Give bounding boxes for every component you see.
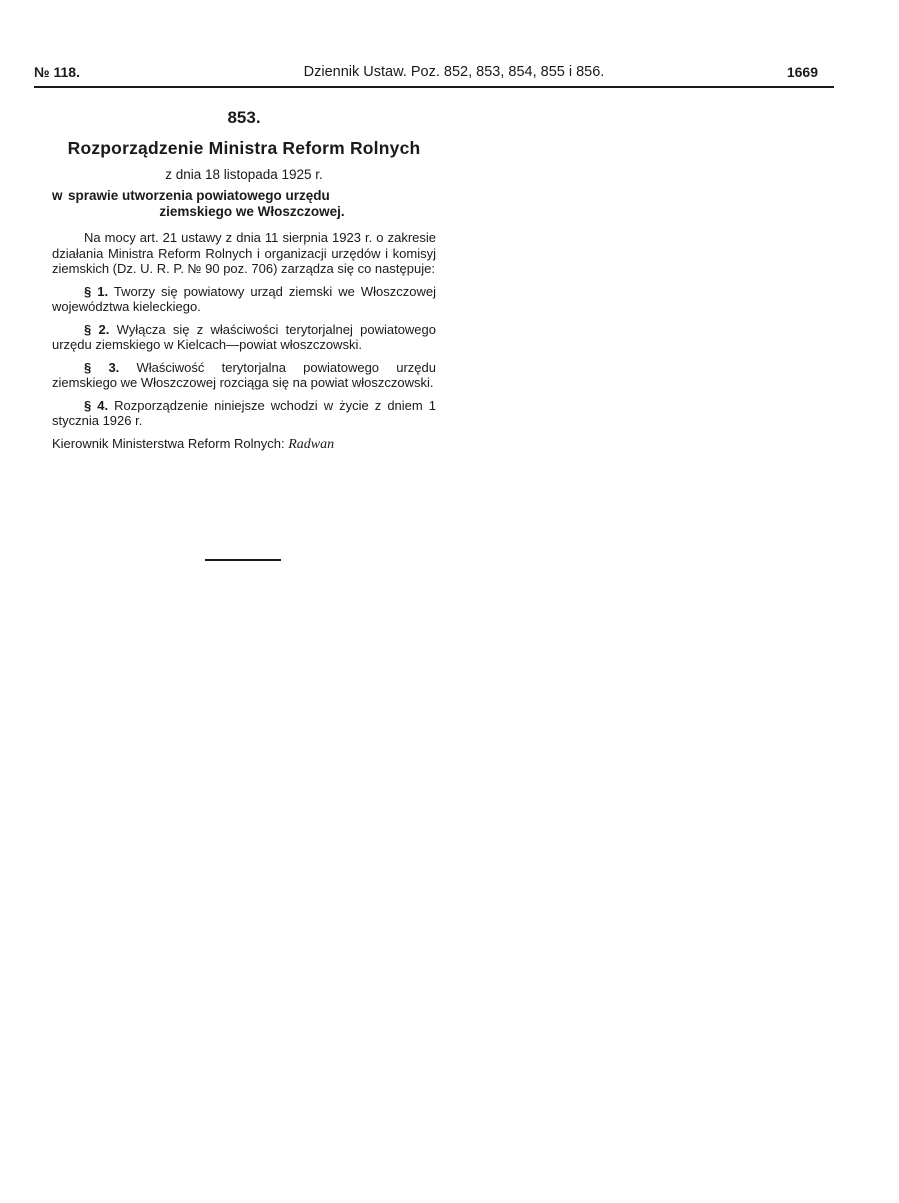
act-column [52,108,436,453]
section-4-text: Rozporządzenie niniejsze wchodzi w życie z dniem 1 stycznia 1926 r. [52,397,436,428]
act-number: 853. [227,108,261,127]
section-3-text: Właściwość terytorjalna powiatowego urzędu ziemskiego we Włoszczowej rozciąga się na powiat włoszczowski. [52,359,436,390]
section-3-label: § 3. [84,359,120,375]
act-subject-lead: w [52,188,63,203]
running-header [34,64,834,84]
section-2-label: § 2. [84,321,110,337]
section-2-text: Wyłącza się z właściwości terytorjalnej powiatowego urzędu ziemskiego w Kielcach—powiat włoszczowski. [52,321,436,352]
section-1 [52,284,436,315]
act-preamble: Na mocy art. 21 ustawy z dnia 11 sierpnia 1923 r. o zakresie działania Ministra Reform Rolnych i organizacji urzędów i komisyj ziemskich (Dz. U. R. P. № 90 poz. 706) zarządza się co następuje: [52,230,436,276]
signature-role: Kierownik Ministerstwa Reform Rolnych: [52,435,285,451]
signature-name: Radwan [288,436,335,452]
section-1-text: Tworzy się powiatowy urząd ziemski we Włoszczowej województwa kieleckiego. [52,283,436,314]
act-subject [52,188,436,220]
act-title: Rozporządzenie Ministra Reform Rolnych [67,138,421,158]
section-4-label: § 4. [84,397,109,413]
journal-title: Dziennik Ustaw. Poz. 852, 853, 854, 855 i 856. [303,64,605,80]
act-subject-line2: ziemskiego we Włoszczowej. [159,204,345,219]
header-rule [34,86,834,88]
act-subject-line1: sprawie utworzenia powiatowego urzędu [68,188,330,203]
page-number: 1669 [786,64,818,80]
section-3 [52,360,436,391]
section-2 [52,322,436,353]
section-4 [52,398,436,429]
issue-number: № 118. [34,64,80,80]
act-date: z dnia 18 listopada 1925 r. [165,167,323,182]
end-rule [205,559,281,561]
signature [52,436,436,453]
section-1-label: § 1. [84,283,109,299]
